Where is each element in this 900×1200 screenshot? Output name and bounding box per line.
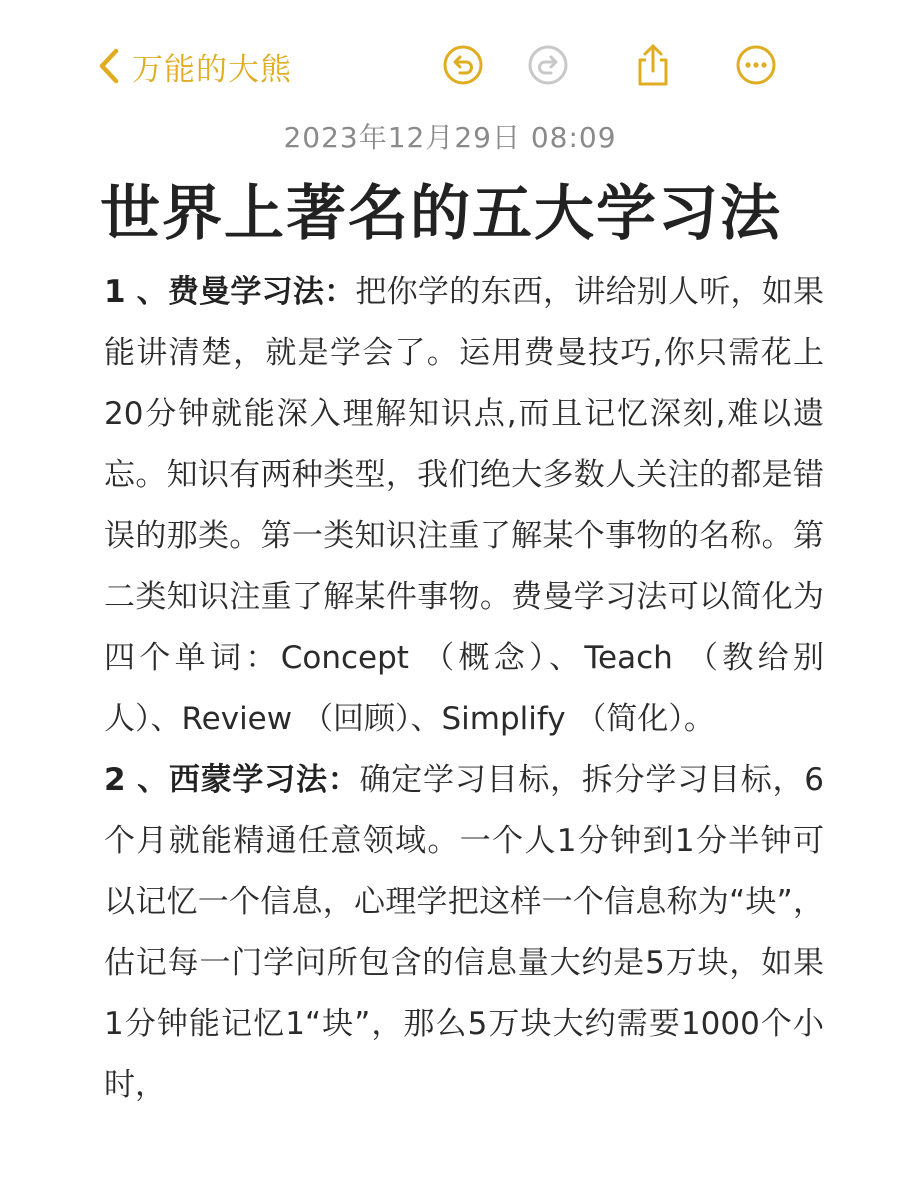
undo-button[interactable] <box>440 42 486 88</box>
section-simon <box>104 750 824 1116</box>
more-button[interactable] <box>733 42 779 88</box>
section-text: 确定学习目标，拆分学习目标，6个月就能精通任意领域。一个人1分钟到1分半钟可以记忆一个信息，心理学把这样一个信息称为“块”，估记每一门学问所包含的信息量大约是5万块，如果1分钟能记忆1“块”，那么5万块大约需要1000个小时， <box>104 762 824 1103</box>
note-toolbar <box>0 0 900 130</box>
more-icon <box>734 43 778 87</box>
back-button[interactable] <box>96 44 292 88</box>
section-feynman <box>104 262 824 750</box>
section-heading: 1 、费曼学习法： <box>104 274 356 310</box>
redo-icon <box>526 43 570 87</box>
share-icon <box>631 43 675 87</box>
section-text: 把你学的东西，讲给别人听，如果能讲清楚，就是学会了。运用费曼技巧,你只需花上20分钟就能深入理解知识点,而且记忆深刻,难以遗忘。知识有两种类型，我们绝大多数人关注的都是错误的那类。第一类知识注重了解某个事物的名称。第二类知识注重了解某件事物。费曼学习法可以简化为四个单词：Concept （概念）、Teach （教给别人）、Review （回顾）、Simplify （简化）。 <box>104 274 824 737</box>
note-body[interactable] <box>104 262 824 1116</box>
chevron-left-icon <box>96 47 122 85</box>
note-title: 世界上著名的五大学习法 <box>100 179 782 249</box>
note-date: 2023年12月29日 08:09 <box>283 121 617 154</box>
section-heading: 2 、西蒙学习法： <box>104 762 360 798</box>
undo-icon <box>441 43 485 87</box>
back-label: 万能的大熊 <box>132 51 292 88</box>
redo-button[interactable] <box>525 42 571 88</box>
share-button[interactable] <box>630 42 676 88</box>
